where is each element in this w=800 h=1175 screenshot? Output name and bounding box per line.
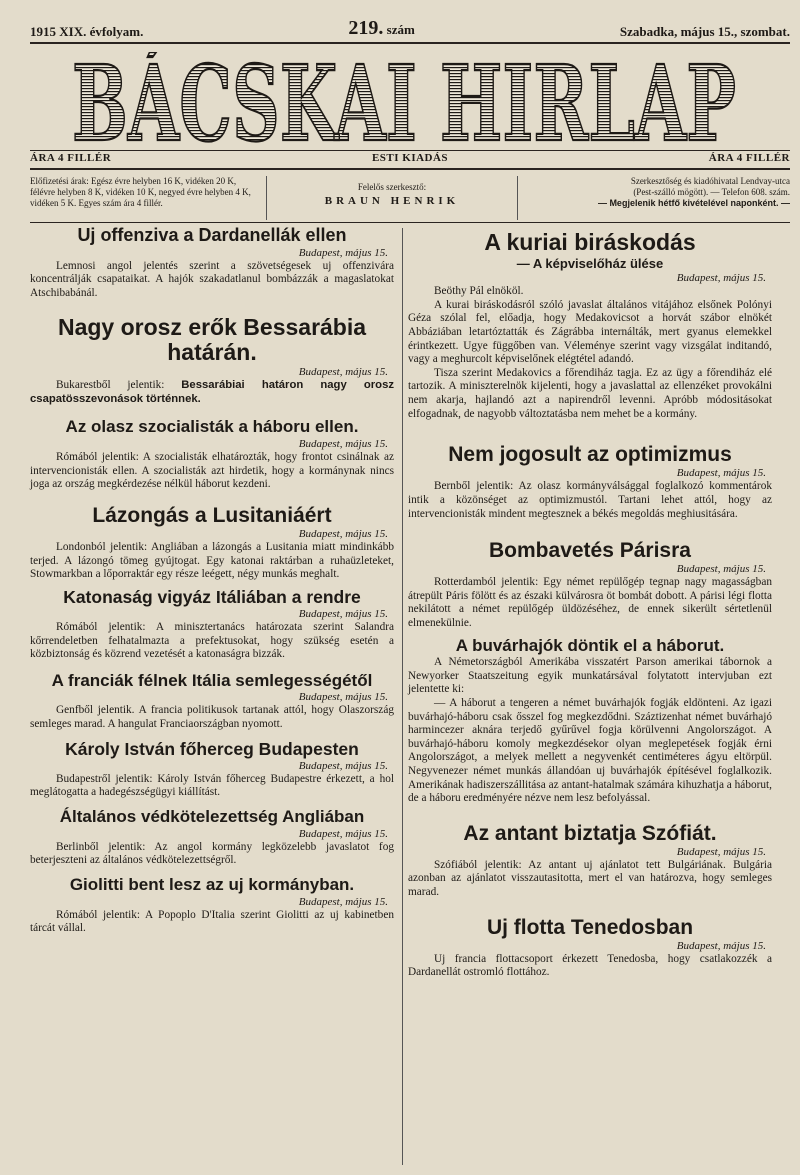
article-title: Bombavetés Párisra <box>489 539 691 563</box>
top-line <box>30 17 790 40</box>
dateline: Budapest, május 15. <box>676 467 766 480</box>
subheader-rule <box>30 168 790 170</box>
article-title: Általános védkötelezettség Angliában <box>59 807 365 827</box>
article <box>408 916 772 980</box>
article-first-line: Beöthy Pál elnököl. <box>434 285 524 298</box>
article-title: A buvárhajók döntik el a háborut. <box>455 635 725 655</box>
dateline: Budapest, május 15. <box>676 845 766 858</box>
dateline: Budapest, május 15. <box>676 939 766 952</box>
date-info: Szabadka, május 15., szombat. <box>619 24 790 39</box>
article <box>408 230 772 421</box>
article-body: Rómából jelentik: A Popoplo D'Italia szerint Giolitti az uj kabinetben tárcát vállal. <box>30 908 394 935</box>
article <box>30 504 394 582</box>
dateline: Budapest, május 15. <box>298 366 388 379</box>
article-body: Rómából jelentik: A minisztertanács határozata szerint Salandra kőrrendeletben felhatalmazta a prefektusokat, hogy szükség esetén a közbiztonság és közrend vezetését a katonaságra bizzák. <box>30 620 394 661</box>
article-body: Szófiából jelentik: Az antant uj ajánlatot tett Bulgáriának. Bulgária azonban az ajánlatot visszautasitotta, mert el van határozva, hogy semleges marad. <box>408 858 772 899</box>
article-title: Nem jogosult az optimizmus <box>448 443 732 467</box>
editor-label: Felelős szerkesztő: <box>357 182 427 192</box>
article <box>408 443 772 521</box>
article <box>30 588 394 662</box>
article-body: Berlinből jelentik: Az angol kormány legközelebb javaslatot fog beterjeszteni az általános védkötelezettségről. <box>30 840 394 867</box>
article-body-continued: Tisza szerint Medakovics a főrendiház tagja. Ez az ügy a főrendiház elé tartozik. A miniszterelnök kijelenti, hogy a javaslattal az ellenzéket provokálni nem akarja, hajlandó azt a napirendről levenni. Apróbb módositásokat elfogadnak, de nagyobb változtatásba nem mehet be a kormány. <box>408 366 772 420</box>
article <box>30 876 394 936</box>
info-rule <box>30 222 790 223</box>
article-title: Uj flotta Tenedosban <box>486 915 694 939</box>
article-body: Bukarestből jelentik: Bessarábiai határon nagy orosz csapatösszevonások történnek. <box>30 379 395 405</box>
dateline: Budapest, május 15. <box>298 607 388 620</box>
price-left: ÁRA 4 FILLÉR <box>30 152 112 164</box>
article-body: Rómából jelentik: A szocialisták elhatározták, hogy frontot csinálnak az intervencionisták ellen. A szocialisták azt hirdetik, hogy a kormánynak nincs joga az ország megkérdezése nélkül háborut kezdeni. <box>30 451 394 491</box>
masthead <box>68 52 740 148</box>
office-info: Szerkesztőség és kiadóhivatal Lendvay-utca (Pest-szálló mögött). — Telefon 608. szám. — Megjelenik hétfő kivételével naponként. — <box>597 176 790 208</box>
article-title: Katonaság vigyáz Itáliában a rendre <box>63 586 361 607</box>
dateline: Budapest, május 15. <box>298 759 388 772</box>
article-title: Uj offenziva a Dardanellák ellen <box>77 225 347 245</box>
dateline: Budapest, május 15. <box>298 527 388 540</box>
article-title: Károly István főherceg Budapesten <box>65 738 359 759</box>
article <box>30 808 394 868</box>
dateline: Budapest, május 15. <box>298 246 388 259</box>
dateline: Budapest, május 15. <box>298 827 388 840</box>
article-body: Rotterdamból jelentik: Egy német repülőgép tegnap nagy magasságban átrepült Páris fölött és az északi külvárosra öt bombát dobott. A párisi légi flotta nekilátott a német repülőgép üldözéséhez, de ennek sikerült sértetlenül elmenekülnie. <box>408 576 772 629</box>
article-title: Lázongás a Lusitaniáért <box>92 503 332 527</box>
article <box>30 418 394 491</box>
article-body: Genfből jelentik. A francia politikusok tartanak attól, hogy Olaszország semleges marad. A hangulat Franciaországban nyomott. <box>30 704 394 731</box>
subscription-info: Előfizetési árak: Egész évre helyben 16 K, vidéken 20 K, félévre helyben 8 K, vidéken 10 K, negyed évre helyben 4 K, vidéken 5 K. Egyes szám ára 4 fillér. <box>30 176 267 220</box>
price-right: ÁRA 4 FILLÉR <box>708 152 790 164</box>
article <box>408 637 772 806</box>
article-body: Budapestről jelentik: Károly István főherceg Budapestre érkezett, a hol meglátogatta a hadegészségügyi kiállítást. <box>30 772 394 799</box>
article <box>30 226 394 301</box>
top-rule <box>30 42 790 44</box>
article-body: A Németországból Amerikába visszatért Parson amerikai tábornok a Newyorker Staatszeitung egyik munkatársával folytatott intervjuban ezt jelentette ki: <box>408 656 772 696</box>
article <box>30 315 394 407</box>
article <box>408 539 772 630</box>
article-title: Az olasz szocialisták a háboru ellen. <box>65 417 359 437</box>
article-title: Nagy orosz erők Bessarábia határán. <box>57 313 367 365</box>
article-title: A franciák félnek Itália semlegességétől <box>51 670 373 690</box>
article-title: Az antant biztatja Szófiát. <box>463 821 717 845</box>
dateline: Budapest, május 15. <box>676 272 766 285</box>
issue-number: 219. szám <box>348 17 415 39</box>
subheader <box>30 152 790 164</box>
article-body: Lemnosi angol jelentés szerint a szövetségesek uj offenzivára koncentrálják csapataikat. A hajók szakadatlanul bombázzák a magaslatokat Atschibabánál. <box>30 259 394 299</box>
volume-info: 1915 XIX. évfolyam. <box>30 24 144 39</box>
article-body: Bernből jelentik: Az olasz kormányválsággal foglalkozó kommentárok intik a közönséget az optimizmustól. Tartani lehet attól, hogy az intervencionisták mindent megtesznek a békés megoldás meghiusitására. <box>408 480 772 520</box>
masthead-rule <box>30 150 790 151</box>
info-bar <box>30 176 790 220</box>
article-subtitle: — A képviselőház ülése <box>516 256 664 272</box>
article-body-continued: — A háborut a tengeren a német buvárhajók fogják eldönteni. Az igazi buvárhajó-háboru csak ősszel fog megkezdődni. Száztizenhat német buvárhajó harmincezer aknára terjedő gyűrűvel fogja körülvenni Angolországot. A buvárhajó-háboru komoly megkezdésekor olyan meglepetések fogják érni Angolországot, a melyek mellett a negyvenkét centiméteres ágyu eltörpül. Negyvenezer német munkás állandóan uj buvárhajók építésével foglalkozik. Amerikának hadiszerszállitása az antant-hatalmak számára kihuzhatja a háborut, de a háboru eredményére nézve nem lesz befolyással. <box>408 697 772 805</box>
article-body: Uj francia flottacsoport érkezett Tenedosba, hogy csatlakozzék a Dardanellát ostromló flottához. <box>408 952 772 979</box>
article-body: A kurai biráskodásról szóló javaslat általános vitájához elsőnek Polónyi Géza szólal fel, előadja, hogy Medakovicsot a horvát szábor elnökét Abbáziában letartóztatták és Zágrábba internálták, mert gyanus elemekkel érintkezett. Ugye függőben van. Véleménye szerint vagy vizsgálat inditandó, vagy a meghurcolt képviselőnek elégtétel adandó. <box>408 298 772 366</box>
article-title: A kuriai biráskodás <box>484 229 696 255</box>
masthead-title: BÁCSKAI HIRLAP <box>72 52 736 148</box>
editor-name: BRAUN HENRIK <box>324 195 460 207</box>
column-divider <box>402 228 403 1165</box>
article <box>30 740 394 800</box>
dateline: Budapest, május 15. <box>298 895 388 908</box>
dateline: Budapest, május 15. <box>298 691 388 704</box>
dateline: Budapest, május 15. <box>676 563 766 576</box>
right-column <box>408 226 772 986</box>
masthead-svg <box>68 52 740 148</box>
left-column <box>30 226 394 942</box>
article <box>408 822 772 900</box>
article <box>30 672 394 732</box>
article-body: Londonból jelentik: Angliában a lázongás a Lusitania miatt mindinkább terjed. A lázongó tömeg gyújtogat. Egy katonai raktárban a ruhaüzleteket, Stowmarkban a lőporraktár egy része leégett, négy munkás meghalt. <box>30 540 394 581</box>
edition-label: ESTI KIADÁS <box>371 152 449 164</box>
editor-info <box>267 176 518 220</box>
article-title: Giolitti bent lesz az uj kormányban. <box>69 874 355 894</box>
dateline: Budapest, május 15. <box>298 438 388 451</box>
